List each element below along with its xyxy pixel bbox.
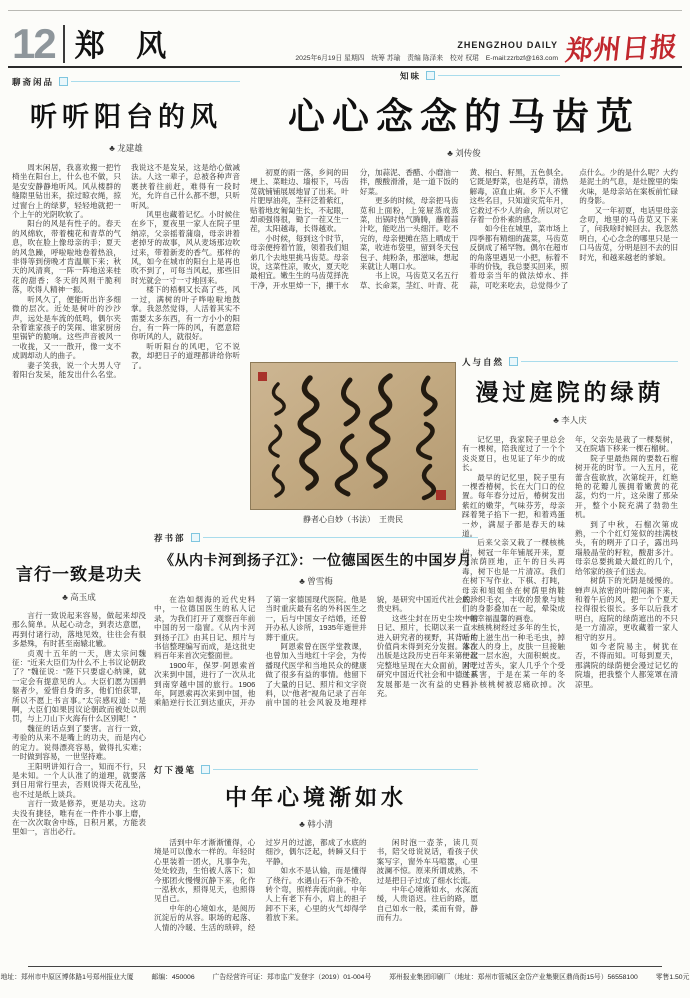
column-label: 人与自然 (462, 356, 505, 367)
masthead-english: ZHENGZHOU DAILY (457, 40, 558, 50)
column-label: 荐书部 (154, 532, 186, 543)
label-rule (521, 361, 678, 362)
edition-credits: 2025年6月19日 星期四 统筹 苏瑜 责编 陈泽来 校对 权珺 E-mail:zzrbzf@163.com (295, 55, 558, 62)
article-byline: ♣ 刘传俊 (447, 148, 481, 158)
column-label-row (400, 70, 560, 81)
article-title: 心心念念的马齿苋 (288, 97, 640, 138)
article-byline: ♣ 韩小清 (299, 819, 333, 829)
column-label: 知味 (400, 70, 422, 81)
article-book-review (154, 532, 478, 757)
page-header (12, 20, 680, 67)
article-byline: ♣ 龙建雄 (109, 143, 143, 153)
column-label-row (154, 532, 478, 543)
article-byline: ♣ 高玉成 (62, 592, 96, 602)
footer-rule (28, 966, 662, 967)
header-rule (8, 66, 682, 68)
article-green-shade (462, 356, 678, 967)
artwork-caption: 静者心自妙（书法） 王贵民 (303, 515, 403, 524)
article-body: 记忆里，我家院子里总会有一棵树，陪我度过了一个个炎炎夏日，也见证了年少的成长。 最早的记忆里，院子里有一棵香椿树，长在大门口的位置。每年春分过后，椿树发出紫红的嫩芽，气味芬芳，母亲踩着凳子掐下一把，和着鸡蛋一炒，满屋子都是春天的味道。 后来父亲又栽了一棵核桃树，树冠一年年铺展开来，夏天浓荫匝地，正午的日头再毒，树下也是一片清凉。我们在树下写作业、下棋、打盹，母亲和姐姐坐在树荫里纳鞋底、织毛衣，丰收的景象与她们的身影叠加在一起，晕染成一幅幸福温馨的画卷。 核桃树经过多年的生长，叶片上滋生出一种毛毛虫，掉落在人的身上，皮肤一旦接触便起一层水泡，大面积蜕皮。因吃过苦头，家人几乎个个受过其害，于是在某一年的冬日，核桃树被忍痛砍掉。次年，父亲先是栽了一棵梨树，又在院墙下移来一棵石榴树。 院子里最热闹的要数石榴树开花的时节。一入五月，花蕾含苞欲放，次第绽开，红艳艳的花瓣儿簇拥着嫩黄的花蕊，灼灼一片，这朵谢了那朵开，整个小院充满了勃勃生机。 到了中秋，石榴次第成熟，一个个红灯笼似的挂满枝头，有的咧开了口子，露出玛瑙般晶莹的籽粒，酸甜多汁。母亲总要挑最大最红的几个，给邻家的孩子们送去。 树荫下的光阴是缓慢的。蝉声从浓密的叶隙间漏下来，和着午后的风，把一个个夏天拉得很长很长。多年以后我才明白，庭院的绿荫遮出的不只是一方清凉，更收藏着一家人相守的岁月。 如今老院易主，树犹在否，不得而知。可每到夏天，那满院的绿荫便会漫过记忆的院墙，把我整个人都笼罩在清凉里。 (462, 435, 678, 689)
label-box-icon (201, 765, 210, 774)
article-body: 初夏的雨一落，乡间的田埂上、菜畦边、墙根下，马齿苋就铺铺展展地冒了出来。叶片肥厚油亮，茎秆泛着紫红，贴着地皮匍匐生长，不起眼，却顽强得很，锄了一茬又生一茬，太阳越毒，长得越欢。 小时候，每到这个时节，母亲便挎着竹篮，领着我们姐弟几个去地里挑马齿苋。母亲说，这菜性凉，败火，夏天吃最相宜。嫩生生的马齿苋择洗干净，开水里焯一下，攥干水分，加蒜泥、香醋、小磨油一拌，酸酸滑滑，是一道下饭的好菜。 更多的时候，母亲把马齿苋和上面粉，上笼屉蒸成蒸菜，出锅时热气腾腾，蘸着蒜汁吃，能吃出一头细汗。吃不完的，母亲便摊在箔上晒成干菜，收进布袋里，留到冬天包包子、炖粉条，那滋味，想起来就让人咽口水。 书上说，马齿苋又名五行草、长命菜，茎红、叶青、花黄、根白、籽黑，五色俱全。它既是野菜，也是药草，清热解毒，凉血止痢。乡下人不懂这些名目，只知道灾荒年月，它救过不少人的命，所以对它存着一份朴素的感念。 如今住在城里，菜市场上四季都有精细的蔬菜，马齿苋反倒成了稀罕物。偶尔在超市的角落里遇见一小把，标着不菲的价钱，我总要买回来，照着母亲当年的做法焯水、拌蒜，可吃来吃去，总觉得少了点什么。少的是什么呢？大约是泥土的气息，是灶膛里的柴火味，是母亲站在案板前忙碌的身影。 又一年初夏，电话里母亲念叨，地里的马齿苋又下来了，问我啥时候回去。我忽然明白，心心念念的哪里只是一口马齿苋，分明是回不去的旧时光，和越来越老的爹娘。 (250, 168, 678, 290)
column-label: 聊斋闲品 (12, 76, 55, 87)
column-label-row (462, 356, 678, 367)
article-body: 周末闲居，我喜欢搬一把竹椅坐在阳台上，什么也不做，只是安安静静地听风。风从楼群的缝隙里钻出来，掠过晾衣绳，掠过窗台上的绿萝，轻轻地就把一个上午的光阴吹软了。 阳台的风是有性子的。春天的风绵软，带着槐花和青草的气息，吹在脸上像母亲的手；夏天的风急躁，呼啦啦地卷着热浪，非得等到傍晚才肯温顺下来；秋天的风清爽，一阵一阵地送来桂花的甜香；冬天的风则干脆利落，吹得人精神一振。 听风久了，便能听出许多细微的层次。近处是树叶的沙沙声，远处是车流的低鸣，偶尔夹杂着谁家孩子的笑闹、谁家厨房里锅铲的脆响。这些声音被风一一收拢，又一一散开，像一支不成调却动人的曲子。 妻子笑我，说一个大男人守着阳台发呆，能发出什么名堂。我说这不是发呆，这是给心做减法。人这一辈子，总被各种声音裹挟着往前赶，难得有一段时光，允许自己什么都不想，只听听风。 风里也藏着记忆。小时候住在乡下，夏夜里一家人在院子里纳凉，父亲摇着蒲扇，母亲讲着老掉牙的故事，风从麦场那边吹过来，带着新麦的香气。那样的风，如今在城市的阳台上是再也吹不到了，可每当风起，那些旧时光就会一寸一寸地回来。 楼下的梧桐又长高了些，风一过，满树的叶子哗啦啦地鼓掌。我忽然觉得，人活着其实不需要太多东西，有一方小小的阳台，有一阵一阵的风，有愿意陪你听风的人，就很好。 听听阳台的风吧，它不说教，却把日子的道理都讲给你听了。 (12, 163, 240, 379)
article-title: 漫过庭院的绿荫 (475, 380, 665, 405)
article-midlife (154, 764, 478, 964)
publisher-footer: 地址：郑州市中原区博体路1号郑州报业大厦 邮编：450006 广告经营许可证：郑市监广发登字（2019）01-004号 郑州报业集团印刷厂（地址：郑州市管城区金岱产业集聚区鼎尚街15号）56558100 零售1.50元 (0, 974, 690, 981)
header-right (295, 34, 678, 64)
article-title: 听听阳台的风 (30, 102, 222, 132)
article-body: 言行一致说起来容易，做起来却没那么简单。从起心动念，到表达意愿，再到付诸行动，落地见效，往往会有很多悬殊，有时甚至南辕北辙。 贞观十五年的一天，唐太宗问魏征：“近来大臣们为什么不上书议论朝政了？”魏征说：“陛下只要虚心纳谏，就一定会有提意见的人。大臣们愿为国捐躯者少，爱惜自身的多，他们怕获罪，所以不愿上书言事。”太宗感叹道：“是啊，大臣们如果因议论朝政而被处以刑罚，与上刀山下火海有什么区别呢！” 魏征的话点到了要害。言行一致，考验的从来不是嘴上的功夫，而是内心的定力。说得漂亮容易，做得扎实难；一时做到容易，一世坚持难。 王阳明讲知行合一，知而不行，只是未知。一个人认准了的道理，就要落到日用常行里去，否则说得天花乱坠，也不过是纸上谈兵。 言行一致是修养，更是功夫。这功夫没有捷径，唯有在一件件小事上磨，在一次次取舍中练，日积月累，方能表里如一，言出必行。 (12, 611, 146, 837)
label-box-icon (191, 533, 200, 542)
calligraphy-artwork (250, 362, 456, 525)
column-label-row (12, 76, 240, 87)
article-title: 言行一致是功夫 (16, 565, 142, 584)
article-byline: ♣ 李人庆 (553, 415, 587, 425)
article-deeds-match-words (12, 560, 146, 969)
label-box-icon (426, 71, 435, 80)
section-title: 郑 风 (74, 30, 179, 63)
label-rule (438, 75, 560, 76)
calligraphy-image (250, 362, 456, 510)
label-rule (71, 81, 240, 82)
label-rule (203, 537, 478, 538)
article-title: 《从内卡河到扬子江》：一位德国医生的中国岁月 (160, 554, 472, 569)
article-title: 中年心境渐如水 (224, 785, 407, 810)
page-number: 12 (12, 20, 55, 67)
column-label-row (154, 764, 478, 775)
header-credits-block (295, 40, 558, 64)
column-label: 灯下漫笔 (154, 764, 197, 775)
label-box-icon (59, 77, 68, 86)
label-rule (213, 769, 478, 770)
article-byline: ♣ 曾雪梅 (299, 576, 333, 586)
article-body: 在浩如烟海的近代史料中，一位德国医生的私人记录，为我们打开了观察百年前中国的另一扇窗。《从内卡河到扬子江》由其日记、照片与书信整理编写而成，是这批史料百年来首次完整面世。 1900年，保罗·阿恩索首次来到中国，进行了一次从北到南穿越中国的旅行。1906年，阿恩索再次来到中国，他乘船逆行长江到达重庆，开办了第一家德国现代医院。他是当时重庆最有名的外科医生之一，后与中国女子结婚，还曾开办私人诊所，1935年逝世并葬于重庆。 阿恩索曾在医学堂教课，也曾加入当地红十字会，为传播现代医学和当地民众的健康做了很多有益的事情。他留下了大量的日记、照片和文字资料，以“他者”视角记录了百年前中国的社会风貌及地理样貌，是研究中国近代社会的珍贵史料。 这些尘封在历史尘埃中的日记、照片，长期以来一直未进入研究者的视野，其背后的价值尚未得到充分发掘。本次出版是这段历史百年来第一次完整地呈现在大众面前，对于研究中国近代社会和中德关系发展都是一次有益的史料补充。 (154, 595, 478, 708)
header-divider (63, 25, 65, 63)
article-balcony-wind (12, 76, 240, 541)
label-box-icon (509, 357, 518, 366)
top-hairline (8, 10, 682, 11)
article-body: 活到中年才渐渐懂得，心境是可以像水一样的。年轻时心里装着一团火，凡事争先，处处较劲，生怕被人落下；如今那团火慢慢沉静下来，化作一泓秋水，照得见天，也照得见自己。 中年的心境如水，是阅历沉淀后的从容。职场的起落、人情的冷暖、生活的琐碎，经过岁月的过滤，都成了水底的细沙，偶尔泛起，转瞬又归于平静。 如水不是认输，而是懂得了绕行。水遇山石不争不抢，转个弯，照样奔流向前。中年人上有老下有小，肩上的担子卸不下来，心里的火气却得学着放下来。 闲时泡一壶茶，读几页书，陪父母说说话，看孩子伏案写字，窗外车马喧嚣，心里波澜不惊。原来所谓成熟，不过是把日子过成了细水长流。 中年心境渐如水，水深流缓，人贵语迟。往后的路，愿自己如水一般，柔而有骨，静而有力。 (154, 838, 478, 932)
newspaper-logo: 郑州日报 (564, 32, 680, 66)
article-purslane (250, 70, 678, 368)
